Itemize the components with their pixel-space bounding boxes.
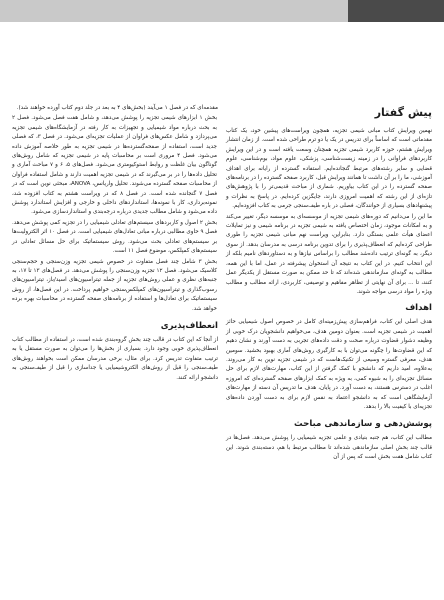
part-bullet: بخش ۳ شامل چند فصل متفاوت در خصوص شیمی تجزیه وزن‌سنجی و حجم‌سنجی کلاسیک می‌شود. فصل ۱۲ تجزیه وزن‌سنجی را پوشش می‌دهد. در فصل‌های ۱۳ تا ۱۷، به جنبه‌های نظری و عملی روش‌های تجزیه از جمله تیتراسیون‌های اسید/باز، تیتراسیون‌های رسوب‌گذاری و تیتراسیون‌های کمپلکس‌سنجی خواهیم پرداخت. در این فصل‌ها، از روش سیستماتیک برای تعادل‌ها و استفاده از برنامه‌های صفحه گسترده در محاسبات بهره برده خواهد شد. [12, 258, 218, 312]
part-bullet: بخش ۲ اصول و کاربردهای سیستم‌های تعادلی شیمیایی را در تجزیه کمی پوشش می‌دهد. فصل ۹ حاوی مطالبی درباره مبانی تعادل‌های شیمیایی است. در فصل ۱۰ اثر الکترولیت‌ها بر سیستم‌های تعادلی بحث می‌شود. روش سیستماتیک برای حل مسائل تعادلی در سیستم‌های کمپلکس، موضوع فصل ۱۱ است. [12, 219, 218, 255]
flexibility-paragraph: از آنجا که این کتاب در قالب چند بخش گروه‌بندی شده است، در استفاده از مطالب کتاب انعطاف‌پذیری خوبی وجود دارد. بسیاری از بخش‌ها را می‌توان به صورت مستقل یا به ترتیب متفاوت تدریس کرد. برای مثال، برخی مدرسان ممکن است بخواهند روش‌های طیف‌سنجی را قبل از روش‌های الکتروشیمیایی یا جداسازی را قبل از طیف‌سنجی به دانشجو ارائه کنند. [12, 336, 218, 381]
page-heading: پیش گفتار [374, 106, 432, 119]
goals-paragraph: هدف اصلی این کتاب، فراهم‌سازی پیش‌زمینه‌ای کامل در خصوص اصول شیمیایی حائز اهمیت در شیمی تجزیه است. بعنوان دومین هدف، می‌خواهیم دانشجویان درک خوبی از وظیفه دشوار قضاوت درباره صحت و دقت داده‌های تجربی به دست آورند و نشان دهیم که این قضاوت‌ها را چگونه می‌توان با به کارگیری روش‌های آماری بهبود بخشید. سومین هدف، معرفی گستره وسیعی از تکنیک‌هاست که در شیمی تجزیه نوین به کار می‌روند. به‌علاوه، امید داریم که دانشجو با کمک گرفتن از این کتاب، مهارت‌های لازم برای حل مسائل تجزیه‌ای را به شیوه کمی، به ویژه به کمک ابزارهای صفحه گسترده‌ای که امروزه اغلب در دسترس هستند، به دست آورد. در پایان، هدف ما تدریس آن دسته از مهارت‌های آزمایشگاهی است که به دانشجو اعتماد به نفس لازم برای به دست آوردن داده‌های تجزیه‌ای با کیفیت بالا را بدهد. [226, 319, 432, 410]
continued-paragraph: مقدمه‌ای که در فصل ۱ می‌آیند (بخش‌های ۴ به بعد در جلد دوم کتاب آورده خواهند شد). [16, 105, 218, 111]
header-band-accent [348, 0, 444, 22]
section-heading-flexibility: انعطاف‌پذیری [160, 320, 218, 331]
section-heading-coverage: پوشش‌دهی و سازماندهی مباحث [294, 419, 432, 430]
section-heading-goals: اهداف [405, 303, 432, 314]
right-column [226, 106, 432, 463]
part-bullet: بخش ۱ ابزارهای شیمی تجزیه را پوشش می‌دهد، و شامل هفت فصل می‌شود. فصل ۲ به بحث درباره مواد شیمیایی و تجهیزات به کار رفته در آزمایشگاه‌های شیمی تجزیه می‌پردازد و شامل عکس‌های فراوان از عملیات تجزیه‌ای می‌شود. در فصل ۳، که فصلی جدید است، استفاده از صفحه‌گسترده‌ها در شیمی تجزیه به طور خلاصه آموزش داده می‌شود. فصل ۴ مروری است بر محاسبات پایه در شیمی تجزیه که شامل روش‌های گوناگون بیان غلظت و روابط استوکیومتری می‌شود. فصل‌های ۵، ۶ و ۷ مباحث آماری و تحلیل داده‌ها را در بر می‌گیرند که در شیمی تجزیه اهمیت دارند و شامل استفاده فراوان از محاسبات صفحه گسترده می‌شوند. تحلیل واریانس، ANOVA، مبحثی نوین است که در فصل ۷ گنجانده شده است. در فصل ۸ که در ویراست هشتم به کتاب افزوده شد، نمونه‌برداری، کار با نمونه‌ها، استانداردهای داخلی و خارجی و افزایش استاندارد پوشش داده می‌شود و شامل مطالب جدیدی درباره درجه‌بندی و استانداردسازی می‌شود. [12, 115, 218, 216]
coverage-paragraph: مطالب این کتاب، هم جنبه بنیادی و علمی تجزیه شیمیایی را پوشش می‌دهد. فصل‌ها در قالب چند بخش اصلی سازماندهی شده‌اند تا مطالب مرتبط با هم، دسته‌بندی شوند. این کتاب شامل هفت بخش است که پس از آن [226, 435, 432, 461]
intro-paragraph: نهمین ویرایش کتاب مبانی شیمی تجزیه، همچون ویراست‌های پیشین خود، یک کتاب مقدماتی است که اساساً برای تدریس در یک یا دو ترم طراحی شده است. از زمان انتشار ویرایش هشتم، حوزه کاربرد شیمی تجزیه همچنان وسعت یافته است و در این ویرایش کاربردهای فراوانی را در زمینه زیست‌شناسی، پزشکی، علوم مواد، بوم‌شناسی، علوم قضایی و سایر رشته‌های مرتبط گنجانده‌ایم. استفاده گسترده از رایانه برای اهداف آموزشی، ما را بر آن داشت تا همانند ویرایش قبل، کاربرد صفحه گسترده را در برنامه‌های صفحه گسترده را در این کتاب بیاوریم. شماری از مباحث قدیمی‌تر را با پژوهش‌های تازه‌ای از این رشته که اهمیت امروزی دارند، جایگزین کرده‌ایم. در پاسخ به نظرات و پیشنهادهای بسیاری از خوانندگان، فصلی در باره طیف‌سنجی جرمی به کتاب افزوده‌ایم. [226, 128, 432, 210]
intro-paragraph: ما این را می‌دانیم که دوره‌های شیمی تجزیه از موسسه‌ای به موسسه دیگر، تغییر می‌کند و به امکانات موجود، زمان اختصاص یافته به شیمی تجزیه در برنامه شیمی و نیز تمایلات اعضای هیأت علمی بستگی دارد. بنابراین، ویراست نهم مبانی شیمی تجزیه را طوری طراحی کرده‌ایم که انعطاف‌پذیری را برای تدوین برنامه درسی به مدرسان بدهد. از سوی دیگر، به گونه‌ای ترتیب داده‌شد مطالب را براساس نیازها و به دستاوردهای نامیم بلکه از این انتخاب کنیم. در این کتاب به نتیجه آن استخوان پیشرفته در عمل، اما با این همه، مطالب به گونه‌ای سازماندهی شده‌اند که تا حد ممکن به صورت مستقل از یکدیگر عمل کنند، تا ... برای آن نهایتی از تظاهر مفاهیم و توصیفی، کاربردی، ارائه مطالب و مطالب ویژه را مواد درسی مواجه شوند. [226, 213, 432, 295]
left-column [12, 104, 218, 383]
